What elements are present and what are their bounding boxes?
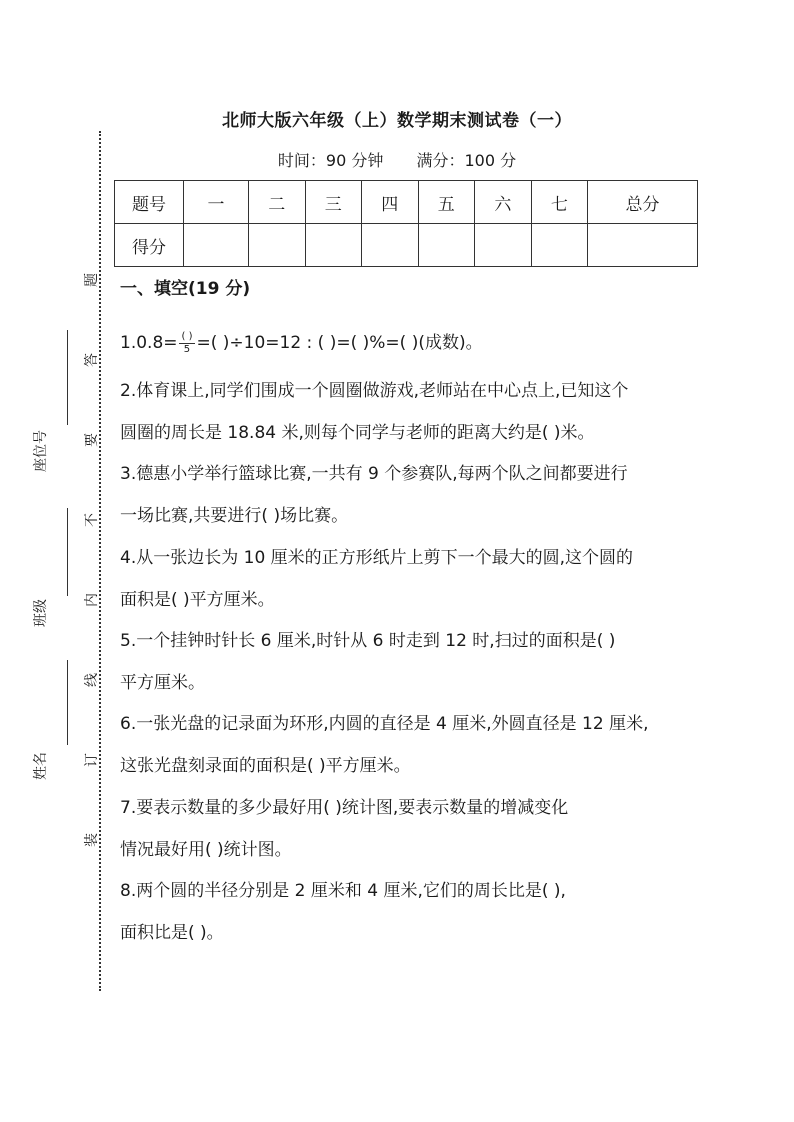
table-cell: 六 [475,181,532,224]
table-row [115,181,698,224]
class-line [67,508,68,596]
binding-dotted-line [99,131,101,991]
score-input-cell[interactable] [184,224,249,267]
name-line [67,660,68,745]
binding-word: 内 [84,593,100,607]
table-cell: 总分 [588,181,698,224]
table-cell: 得分 [115,224,184,267]
table-cell: 二 [249,181,306,224]
score-input-cell[interactable] [418,224,475,267]
question-3-line-1: 3.德惠小学举行篮球比赛,一共有 9 个参赛队,每两个队之间都要进行 [120,464,628,484]
seat-number-label: 座位号 [33,430,49,472]
q1-suffix: =( )÷10=12 : ( )=( )%=( )(成数)。 [196,333,483,353]
binding-word: 装 [84,833,100,847]
name-label: 姓名 [33,752,49,780]
table-cell: 一 [184,181,249,224]
question-4-line-1: 4.从一张边长为 10 厘米的正方形纸片上剪下一个最大的圆,这个圆的 [120,548,634,568]
question-5-line-1: 5.一个挂钟时针长 6 厘米,时针从 6 时走到 12 时,扫过的面积是( ) [120,631,616,651]
score-input-cell[interactable] [362,224,419,267]
question-6-line-2: 这张光盘刻录面的面积是( )平方厘米。 [120,756,411,776]
table-cell: 三 [305,181,362,224]
seat-number-line [67,330,68,425]
fraction [179,331,196,356]
question-7-line-2: 情况最好用( )统计图。 [120,840,292,860]
score-input-cell[interactable] [475,224,532,267]
fraction-denominator: 5 [183,343,191,355]
binding-word: 线 [84,673,100,687]
binding-word: 不 [84,513,100,527]
page-title: 北师大版六年级（上）数学期末测试卷（一） [222,111,572,131]
question-4-line-2: 面积是( )平方厘米。 [120,590,275,610]
question-3-line-2: 一场比赛,共要进行( )场比赛。 [120,506,349,526]
score-input-cell[interactable] [249,224,306,267]
table-row [115,224,698,267]
full-score: 满分：100 分 [416,151,517,170]
question-1 [120,322,690,364]
table-cell: 四 [362,181,419,224]
question-2-line-1: 2.体育课上,同学们围成一个圆圈做游戏,老师站在中心点上,已知这个 [120,381,629,401]
question-2-line-2: 圆圈的周长是 18.84 米,则每个同学与老师的距离大约是( )米。 [120,423,595,443]
binding-word: 要 [84,433,100,447]
fraction-numerator: ( ) [179,331,196,344]
q1-prefix: 1.0.8= [120,333,178,353]
binding-word: 题 [84,273,100,287]
table-cell: 题号 [115,181,184,224]
table-cell: 五 [418,181,475,224]
score-input-cell[interactable] [531,224,588,267]
question-8-line-1: 8.两个圆的半径分别是 2 厘米和 4 厘米,它们的周长比是( ), [120,881,566,901]
binding-word: 答 [84,353,100,367]
question-7-line-1: 7.要表示数量的多少最好用( )统计图,要表示数量的增减变化 [120,798,569,818]
exam-meta [0,148,794,171]
class-label: 班级 [33,599,49,627]
score-input-cell[interactable] [305,224,362,267]
question-6-line-1: 6.一张光盘的记录面为环形,内圆的直径是 4 厘米,外圆直径是 12 厘米, [120,714,649,734]
score-table [114,180,698,267]
question-5-line-2: 平方厘米。 [120,673,205,693]
score-input-cell[interactable] [588,224,698,267]
question-8-line-2: 面积比是( )。 [120,923,224,943]
table-cell: 七 [531,181,588,224]
section-heading: 一、填空(19 分) [120,279,251,299]
binding-word: 订 [84,753,100,767]
time-limit: 时间：90 分钟 [277,151,384,170]
